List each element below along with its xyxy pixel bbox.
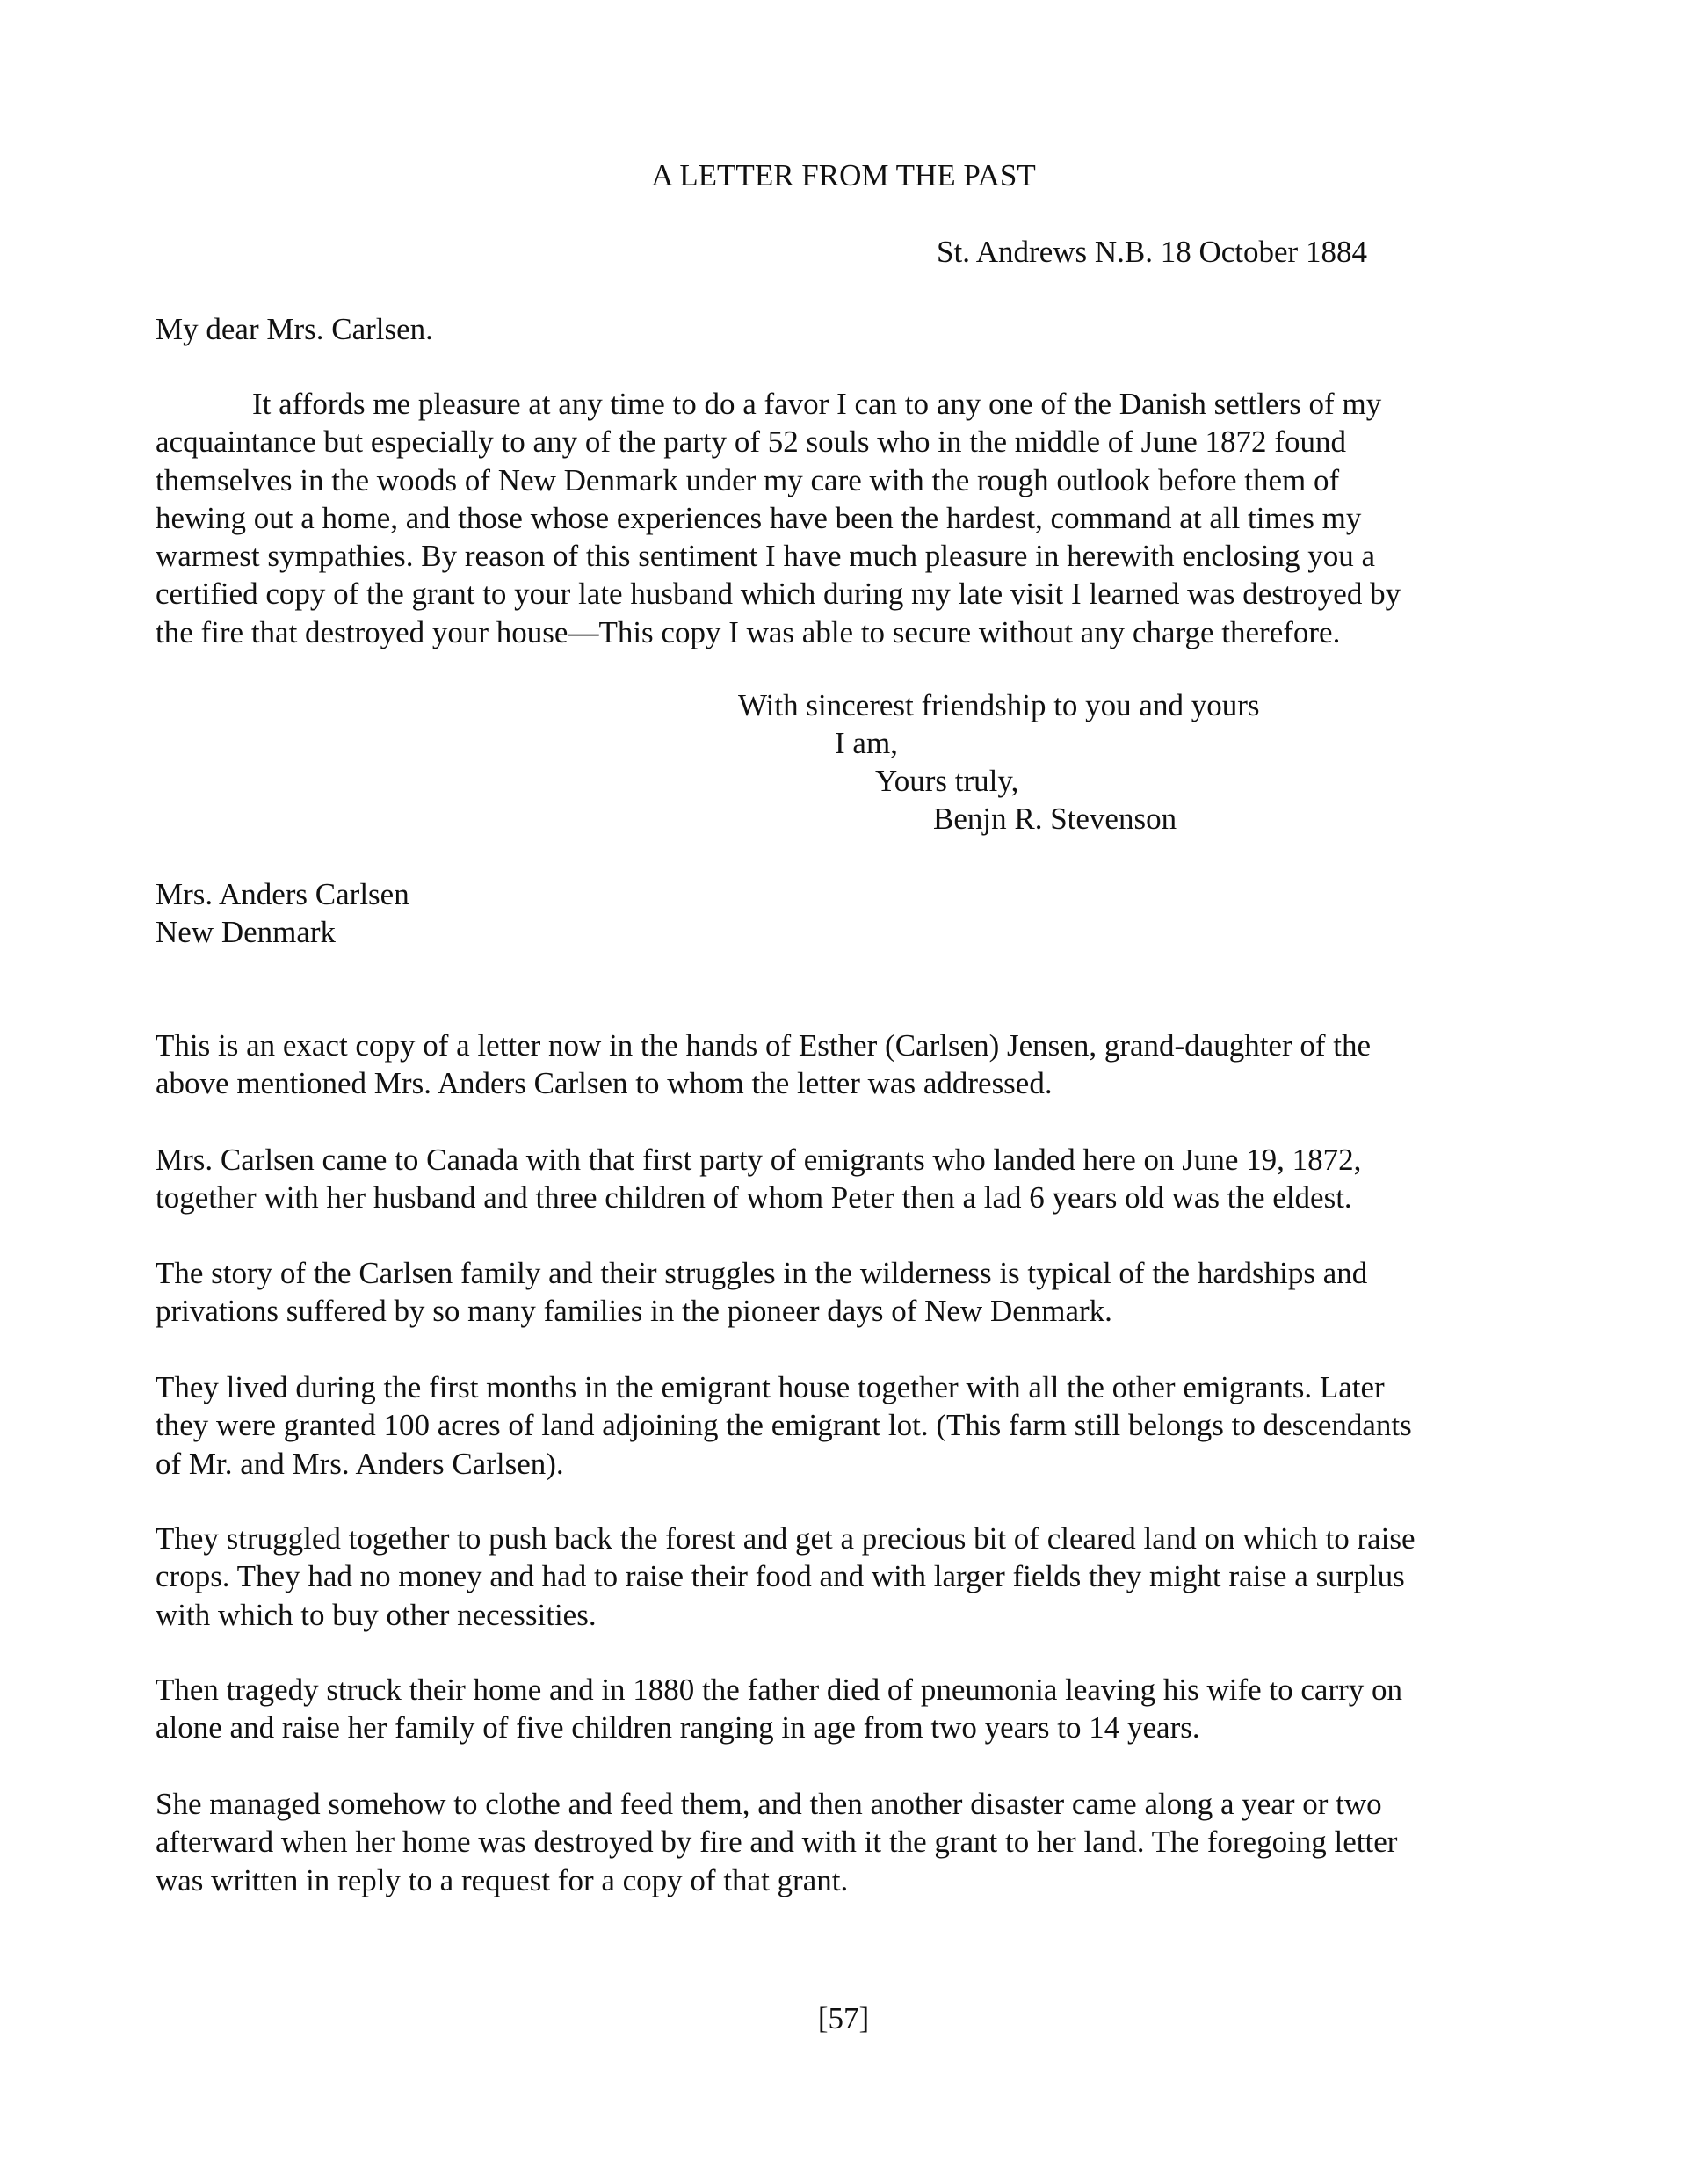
closing-line: With sincerest friendship to you and yours xyxy=(738,688,1260,722)
closing-line: I am, xyxy=(835,726,898,760)
note-line: They struggled together to push back the forest and get a precious bit of cleared land on which to raise xyxy=(156,1521,1415,1556)
note-line: privations suffered by so many families in the pioneer days of New Denmark. xyxy=(156,1294,1112,1329)
recipient-place: New Denmark xyxy=(156,915,337,949)
recipient-name: Mrs. Anders Carlsen xyxy=(156,877,409,911)
letter-body-line: acquaintance but especially to any of the party of 52 souls who in the middle of June 1872 found xyxy=(156,424,1346,460)
note-line: was written in reply to a request for a copy of that grant. xyxy=(156,1862,849,1897)
note-paragraph xyxy=(156,1368,1526,1483)
note-line: She managed somehow to clothe and feed them, and then another disaster came along a year or two xyxy=(156,1787,1382,1821)
letter-body-line: It affords me pleasure at any time to do a favor I can to any one of the Danish settlers of my xyxy=(252,387,1382,421)
note-line: afterward when her home was destroyed by fire and with it the grant to her land. The foregoing letter xyxy=(156,1825,1398,1860)
note-line: The story of the Carlsen family and their struggles in the wilderness is typical of the hardships and xyxy=(156,1256,1368,1290)
note-line: Then tragedy struck their home and in 1880 the father died of pneumonia leaving his wife to carry on xyxy=(156,1672,1403,1707)
page-number: [57] xyxy=(817,2001,870,2035)
note-line: They lived during the first months in the emigrant house together with all the other emigrants. Later xyxy=(156,1370,1385,1404)
letter-body-line: certified copy of the grant to your late husband which during my late visit I learned was destroyed by xyxy=(156,577,1401,612)
note-paragraph xyxy=(156,1027,1526,1103)
signature: Benjn R. Stevenson xyxy=(933,802,1177,836)
page-title: A LETTER FROM THE PAST xyxy=(651,158,1036,192)
letter-dateline: St. Andrews N.B. 18 October 1884 xyxy=(937,235,1367,269)
note-line: Mrs. Carlsen came to Canada with that first party of emigrants who landed here on June 19, 1872, xyxy=(156,1143,1362,1177)
note-paragraph xyxy=(156,1254,1526,1331)
note-line: of Mr. and Mrs. Anders Carlsen). xyxy=(156,1446,564,1481)
letter-body-line: hewing out a home, and those whose experiences have been the hardest, command at all times my xyxy=(156,500,1362,535)
letter-body xyxy=(156,385,1526,651)
note-line: with which to buy other necessities. xyxy=(156,1597,597,1632)
letter-body-line: themselves in the woods of New Denmark under my care with the rough outlook before them of xyxy=(156,462,1340,497)
note-line: This is an exact copy of a letter now in the hands of Esther (Carlsen) Jensen, grand-daughter of the xyxy=(156,1028,1372,1063)
note-line: together with her husband and three children of whom Peter then a lad 6 years old was the eldest. xyxy=(156,1180,1352,1215)
note-paragraph xyxy=(156,1785,1526,1899)
note-line: crops. They had no money and had to raise their food and with larger fields they might raise a surplus xyxy=(156,1559,1405,1594)
letter-salutation: My dear Mrs. Carlsen. xyxy=(156,312,433,346)
note-paragraph xyxy=(156,1671,1526,1747)
note-line: above mentioned Mrs. Anders Carlsen to whom the letter was addressed. xyxy=(156,1066,1053,1101)
note-paragraph xyxy=(156,1141,1526,1217)
note-line: they were granted 100 acres of land adjoining the emigrant lot. (This farm still belongs to descendants xyxy=(156,1408,1412,1443)
note-line: alone and raise her family of five children ranging in age from two years to 14 years. xyxy=(156,1710,1200,1745)
closing-line: Yours truly, xyxy=(875,764,1019,798)
letter-body-line: warmest sympathies. By reason of this sentiment I have much pleasure in herewith enclosing you a xyxy=(156,539,1375,574)
letter-body-line: the fire that destroyed your house—This copy I was able to secure without any charge therefore. xyxy=(156,614,1341,649)
note-paragraph xyxy=(156,1520,1526,1634)
